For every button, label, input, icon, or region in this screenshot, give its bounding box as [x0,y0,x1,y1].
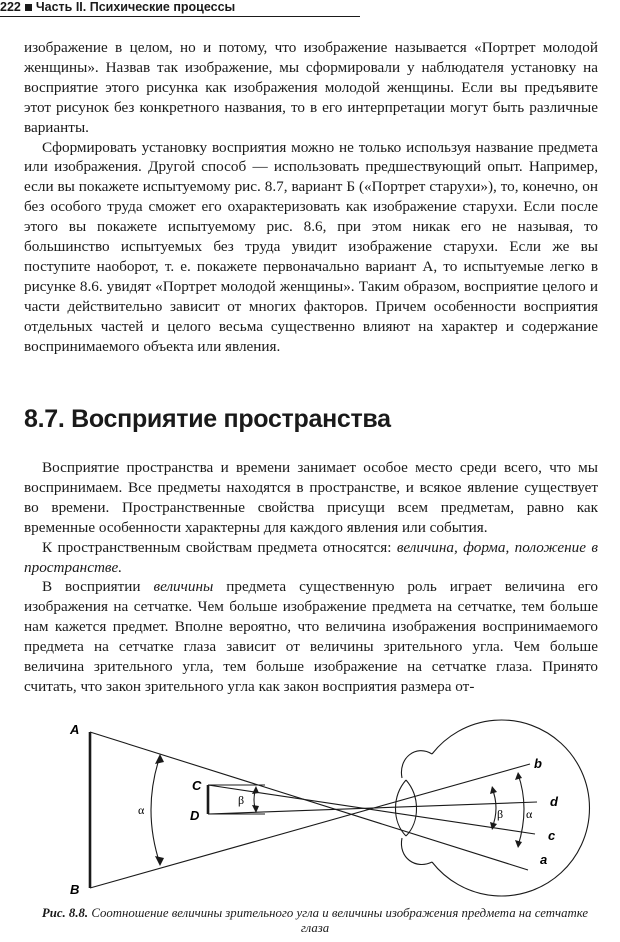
caption-text: Соотношение величины зрительного угла и величины изображения предмета на сетчатке глаза [88,906,589,935]
alpha-arc-inner [518,774,524,846]
label-a-small: a [540,852,548,867]
arrowhead [515,840,522,848]
label-a: A [70,722,80,737]
arrowhead [252,786,259,794]
ray-b [90,764,530,888]
paragraph-italic: величина, форма, положение в пространстве. [24,538,598,576]
alpha-label-left: α [138,803,145,817]
beta-arc-inner [492,788,496,828]
text-block-1 [24,38,598,357]
label-b-small: b [534,756,542,771]
visual-angle-diagram [60,718,600,903]
label-b: B [70,882,80,897]
beta-label-left: β [238,793,245,807]
text-block-2 [24,458,598,697]
lens-left [396,780,407,836]
paragraph [24,577,598,696]
arrowhead [515,772,522,780]
paragraph-text: В восприятии [42,578,154,596]
paragraph-italic: величины [153,578,214,596]
alpha-arc-outer [151,756,160,864]
label-c: C [192,778,202,793]
paragraph: изображение в целом, но и потому, что изображение называется «Портрет молодой женщины». Назвав так изображение, мы сформировали у наблюдателя установку на восприятие этого рисунка как изображения молодой женщины. Если вы предъявите этот рисунок без конкретного названия, то в его интерпретации могут быть различные варианты. [24,39,598,136]
paragraph-text: предмета существенную роль играет величина его изображения на сетчатке. Чем больше изображение предмета на сетчатке, тем больше нам кажется предмет. Вполне вероятно, что величина изображения воспринимаемого предмета на сетчатке глаза зависит от величины зрительного угла. Чем больше величина зрительного угла, тем больше изображение на сетчатке глаза. Принято считать, что закон зрительного угла как закон восприятия размера от- [24,578,598,695]
paragraph: Восприятие пространства и времени занимает особое место среди всего, что мы воспринимаем. Все предметы находятся в пространстве, и всякое явление существует во времени. Пространственные свойства присущи всем предметам, равно как временные особенности характерны для каждого явления или события. [24,459,598,536]
eyeball [432,720,589,896]
label-c-small: c [548,828,556,843]
label-d: D [190,808,200,823]
running-head [0,0,360,17]
beta-label-right: β [497,807,504,821]
paragraph [24,538,598,578]
paragraph: Сформировать установку восприятия можно не только используя название предмета или изображения. Другой способ — использовать предшествующий опыт. Например, если вы покажете испытуемому рис. 8.7, вариант Б («Портрет старухи»), то, конечно, он без особого труда сможет его охарактеризовать как изображение старухи. Если после этого вы покажете испытуемому рис. 8.6, при этом никак его не называя, то большинство испытуемых без труда увидит изображение старухи. Если же вы поступите наоборот, т. е. покажете первоначально вариант А, то испытуемые легко в рисунке 8.6. увидят «Портрет молодой женщины». Таким образом, восприятие целого и части действительно зависит от многих факторов. Причем особенности восприятия отдельных частей и целого весьма существенно влияют на характер и содержание воспринимаемого объекта или явления. [24,138,598,355]
section-heading: 8.7. Восприятие пространства [24,405,391,433]
caption-number: Рис. 8.8. [41,906,89,920]
cornea-top [401,751,432,778]
cornea-bottom [401,838,432,865]
page-number: 222 [0,0,21,14]
arrowhead [490,822,497,830]
label-d-small: d [550,794,558,809]
arrowhead [155,754,164,764]
alpha-label-right: α [526,807,533,821]
paragraph-text: К пространственным свойствам предмета относятся: [42,538,397,556]
figure-caption [30,906,600,936]
square-bullet-icon [25,4,32,11]
arrowhead [155,856,164,866]
lens-right [406,780,417,836]
arrowhead [490,786,497,794]
section-title: Часть II. Психические процессы [35,0,236,14]
visual-angle-figure [60,718,600,903]
